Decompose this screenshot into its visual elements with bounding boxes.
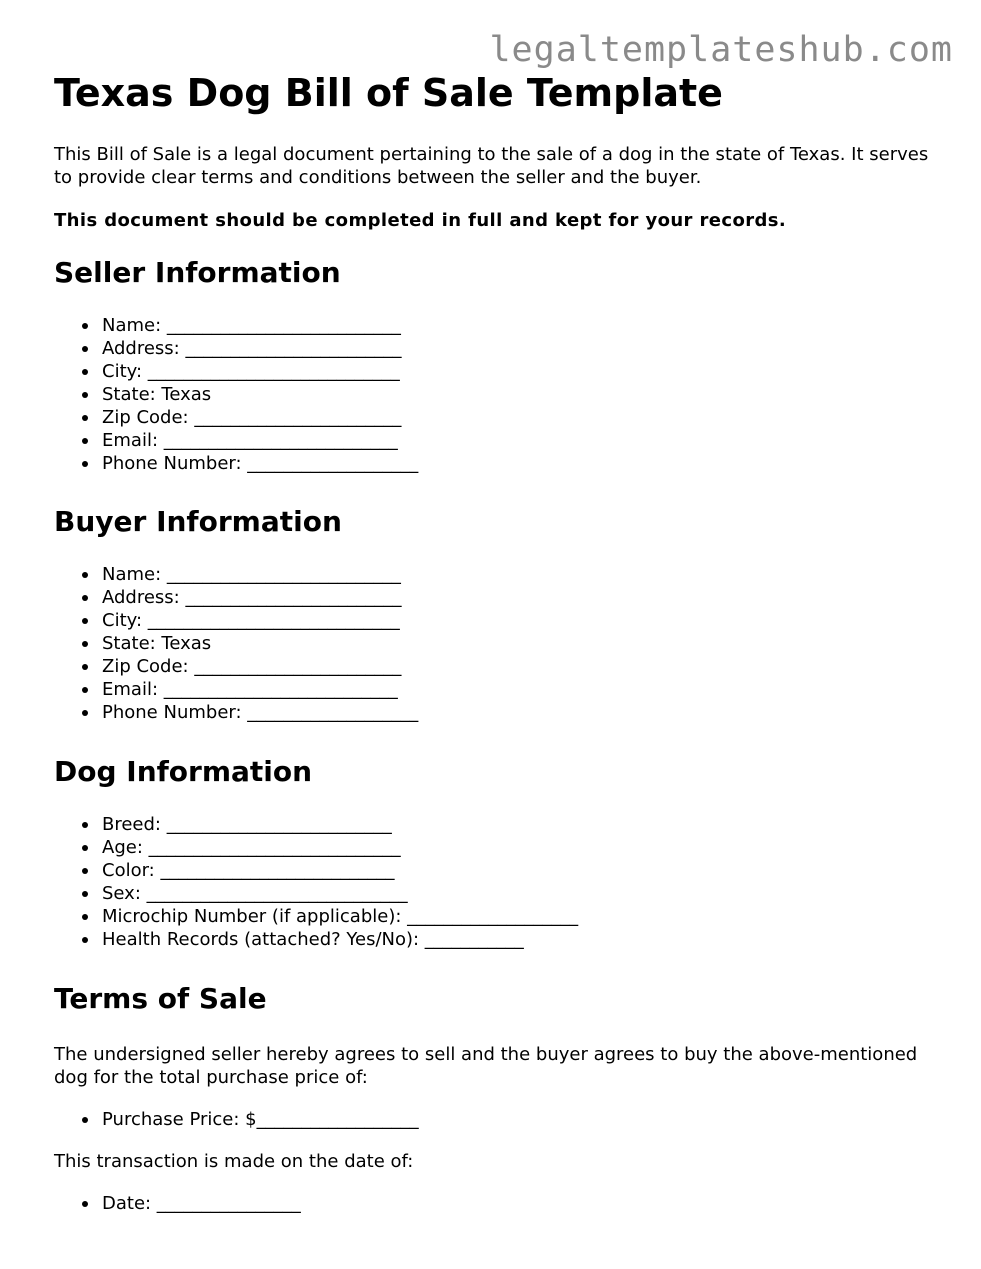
- page-title: Texas Dog Bill of Sale Template: [54, 71, 723, 115]
- dog-microchip-field: Microchip Number (if applicable): ___________________: [102, 905, 934, 928]
- buyer-fields-list: [54, 563, 934, 724]
- buyer-heading: Buyer Information: [54, 505, 342, 538]
- terms-paragraph: The undersigned seller hereby agrees to sell and the buyer agrees to buy the above-mentioned dog for the total purchase price of:: [54, 1044, 918, 1088]
- buyer-address-field: Address: ________________________: [102, 586, 934, 609]
- seller-phone-field: Phone Number: ___________________: [102, 452, 934, 475]
- document-page: [54, 0, 934, 1215]
- seller-zip-field: Zip Code: _______________________: [102, 406, 934, 429]
- seller-fields-list: [54, 314, 934, 475]
- dog-health-records-field: Health Records (attached? Yes/No): ___________: [102, 928, 934, 951]
- date-field: Date: ________________: [102, 1192, 934, 1215]
- seller-state-field: State: Texas: [102, 383, 934, 406]
- terms-heading: Terms of Sale: [54, 982, 267, 1015]
- buyer-email-field: Email: __________________________: [102, 678, 934, 701]
- dog-fields-list: [54, 813, 934, 951]
- dog-heading: Dog Information: [54, 755, 313, 788]
- watermark: legaltemplateshub.com: [489, 30, 953, 70]
- dog-sex-field: Sex: _____________________________: [102, 882, 934, 905]
- dog-age-field: Age: ____________________________: [102, 836, 934, 859]
- seller-email-field: Email: __________________________: [102, 429, 934, 452]
- dog-color-field: Color: __________________________: [102, 859, 934, 882]
- purchase-price-field: Purchase Price: $__________________: [102, 1108, 934, 1131]
- seller-address-field: Address: ________________________: [102, 337, 934, 360]
- buyer-zip-field: Zip Code: _______________________: [102, 655, 934, 678]
- buyer-name-field: Name: __________________________: [102, 563, 934, 586]
- seller-heading: Seller Information: [54, 256, 341, 289]
- seller-city-field: City: ____________________________: [102, 360, 934, 383]
- seller-name-field: Name: __________________________: [102, 314, 934, 337]
- dog-breed-field: Breed: _________________________: [102, 813, 934, 836]
- intro-paragraph: This Bill of Sale is a legal document pertaining to the sale of a dog in the state of Texas. It serves to provide clear terms and conditions between the seller and the buyer.: [54, 144, 929, 188]
- price-list: [54, 1108, 934, 1131]
- date-paragraph: This transaction is made on the date of:: [54, 1151, 414, 1172]
- buyer-state-field: State: Texas: [102, 632, 934, 655]
- buyer-city-field: City: ____________________________: [102, 609, 934, 632]
- buyer-phone-field: Phone Number: ___________________: [102, 701, 934, 724]
- completion-note: This document should be completed in full and kept for your records.: [54, 210, 787, 231]
- date-list: [54, 1192, 934, 1215]
